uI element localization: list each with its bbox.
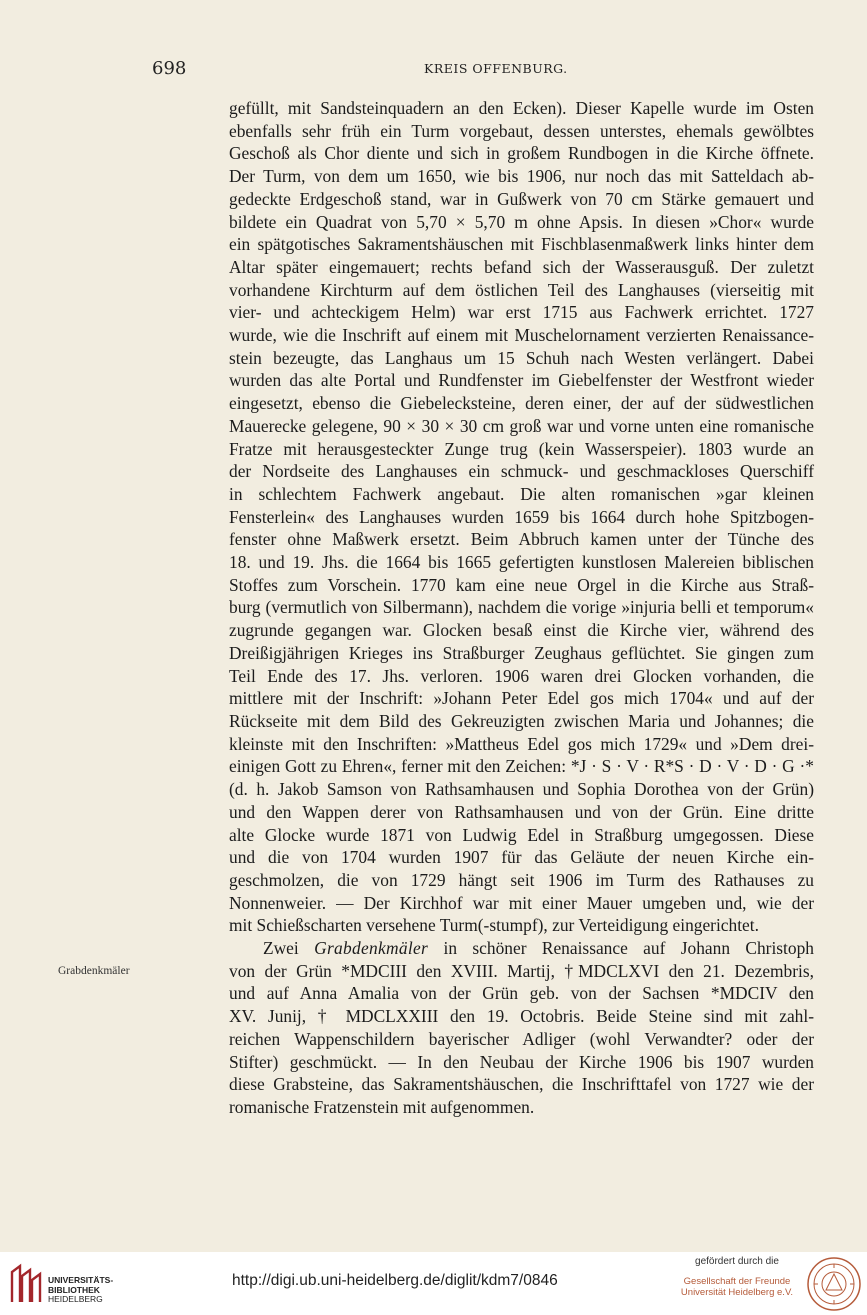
text-line: Nonnenweier. — Der Kirchhof war mit einer Mauer umgeben und, wie der: [229, 892, 814, 913]
text-line: Geschoß als Chor diente und sich in großem Rundbogen in die Kirche öffnete.: [229, 143, 814, 164]
text-line: Altar später eingemauert; rechts befand sich der Wasserausguß. Der zuletzt: [229, 256, 814, 277]
text-line: alte Glocke wurde 1871 von Ludwig Edel in Straßburg umgegossen. Diese: [229, 824, 814, 845]
text-line: ebenfalls sehr früh ein Turm vorgebaut, dessen unterstes, ehemals gewölbtes: [229, 120, 814, 141]
text-line: und den Wappen derer von Rathsamhausen und von der Grün. Eine dritte: [229, 801, 814, 822]
text-line: gedeckte Erdgeschoß stand, war in Gußwerk von 70 cm Stärke gemauert und: [229, 188, 814, 209]
text-line: wurde, wie die Inschrift auf einem mit Muschelornament verzierten Renaissance-: [229, 325, 814, 346]
text-line: vorhandene Kirchturm auf dem östlichen Teil des Langhauses (vierseitig mit: [229, 279, 814, 300]
text-line: Mauerecke gelegene, 90 × 30 × 30 cm groß war und vorne unten eine romanische: [229, 415, 814, 436]
text-line: 18. und 19. Jhs. die 1664 bis 1665 gefertigten kunstlosen Malereien biblischen: [229, 552, 814, 573]
text-line: (d. h. Jakob Samson von Rathsamhausen und Sophia Dorothea von der Grün): [229, 779, 814, 800]
permalink-url[interactable]: http://digi.ub.uni-heidelberg.de/diglit/kdm7/0846: [232, 1272, 558, 1289]
text-line: romanische Fratzenstein mit aufgenommen.: [229, 1096, 535, 1117]
text-line: zugrunde gegangen war. Glocken besaß einst die Kirche vier, während des: [229, 620, 814, 641]
text-line: Zwei Grabdenkmäler in schöner Renaissance auf Johann Christoph: [263, 938, 814, 959]
text-line: geschmolzen, die von 1729 hängt seit 1906 im Turm des Rathauses zu: [229, 869, 814, 890]
text-line: in schlechtem Fachwerk angebaut. Die alten romanischen »gar kleinen: [229, 483, 814, 504]
text-line: kleinste mit den Inschriften: »Mattheus Edel gos mich 1729« und »Dem drei-: [229, 733, 814, 754]
logo-line-3: HEIDELBERG: [48, 1294, 103, 1304]
text-line: wurden das alte Portal und Rundfenster im Giebelfenster der Westfront wieder: [229, 370, 814, 391]
text-line: und die von 1704 wurden 1907 für das Geläute der neuen Kirche ein-: [229, 847, 814, 868]
text-line: Der Turm, von dem um 1650, wie bis 1906, nur noch das mit Satteldach ab-: [229, 166, 814, 187]
sponsor-name-line-2: Universität Heidelberg e.V.: [680, 1287, 794, 1298]
text-line: einigen Gott zu Ehren«, ferner mit den Zeichen: *J · S · V · R*S · D · V · D · G ·*: [229, 756, 814, 777]
text-line: Teil Ende des 17. Jhs. verloren. 1906 waren drei Glocken vorhanden, die: [229, 665, 814, 686]
footer-bar: [0, 1252, 867, 1315]
university-library-logo[interactable]: [8, 1262, 118, 1307]
text-line: der Nordseite des Langhauses ein schmuck- und geschmackloses Querschiff: [229, 461, 814, 482]
text-line: Rückseite mit dem Bild des Gekreuzigten zwischen Maria und Johannes; die: [229, 710, 814, 731]
body-text: [229, 97, 814, 1119]
text-line: reichen Wappenschildern bayerischer Adliger (wohl Verwandter? oder der: [229, 1028, 814, 1049]
text-line: Dreißigjährigen Krieges ins Straßburger Zeughaus geflüchtet. Sie gingen zum: [229, 642, 814, 663]
text-line: mittlere mit der Inschrift: »Johann Peter Edel gos mich 1704« und auf der: [229, 688, 814, 709]
sponsor-block[interactable]: [672, 1256, 802, 1298]
text-line: ein spätgotisches Sakramentshäuschen mit Fischblasenmaßwerk links hinter dem: [229, 234, 814, 255]
text-line: stein bezeugte, das Langhaus um 15 Schuh nach Westen verlängert. Dabei: [229, 347, 814, 368]
text-line: bildete ein Quadrat von 5,70 × 5,70 m ohne Apsis. In diesen »Chor« wurde: [229, 211, 814, 232]
text-line: Fratze mit herausgesteckter Zunge trug (kein Wasserspeier). 1803 wurde an: [229, 438, 814, 459]
seal-icon: [806, 1256, 862, 1312]
text-line: Stoffes zum Vorschein. 1770 kam eine neue Orgel in die Kirche aus Straß-: [229, 574, 814, 595]
text-line: mit Schießscharten versehene Turm(-stumpf), zur Verteidigung eingerichtet.: [229, 915, 759, 936]
text-line: und auf Anna Amalia von der Grün geb. von der Sachsen *MDCIV den: [229, 983, 814, 1004]
logo-line-2: BIBLIOTHEK: [48, 1284, 100, 1295]
text-line: diese Grabsteine, das Sakramentshäuschen, die Inschrifttafel von 1727 wie der: [229, 1074, 814, 1095]
library-logo-icon: [8, 1262, 44, 1306]
text-line: Fensterlein« des Langhauses wurden 1659 bis 1664 durch hohe Spitzbogen-: [229, 506, 814, 527]
text-line: fenster ohne Maßwerk ersetzt. Beim Abbruch kamen unter der Tünche des: [229, 529, 814, 550]
text-line: burg (vermutlich von Silbermann), nachdem die vorige »injuria belli et temporum«: [229, 597, 814, 618]
running-title: KREIS OFFENBURG.: [424, 61, 568, 76]
text-line: vier- und achteckigem Helm) war erst 1715 aus Fachwerk errichtet. 1727: [229, 302, 814, 323]
text-line: eingesetzt, ebenso die Giebelecksteine, deren einer, der auf der südwestlichen: [229, 393, 814, 414]
text-line: Stifter) geschmückt. — In den Neubau der Kirche 1906 bis 1907 wurden: [229, 1051, 814, 1072]
margin-note-grabdenkmaeler: Grabdenkmäler: [58, 965, 130, 977]
emphasized-term: Grabdenkmäler: [314, 938, 429, 959]
text-line: gefüllt, mit Sandsteinquadern an den Ecken). Dieser Kapelle wurde im Osten: [229, 98, 814, 118]
text-line: von der Grün *MDCIII den XVIII. Martij, †MDCLXVI den 21. Dezembris,: [229, 960, 814, 981]
page-number: 698: [152, 58, 187, 79]
sponsor-intro: gefördert durch die: [695, 1256, 779, 1267]
logo-line-1: UNIVERSITÄTS-: [48, 1275, 114, 1285]
text-line: XV. Junij, † MDCLXXIII den 19. Octobris. Beide Steine sind mit zahl-: [229, 1006, 814, 1027]
sponsor-name-line-1: Gesellschaft der Freunde: [683, 1276, 791, 1287]
paragraph-church-history: [229, 97, 814, 937]
paragraph-grabdenkmaeler: [229, 937, 814, 1119]
